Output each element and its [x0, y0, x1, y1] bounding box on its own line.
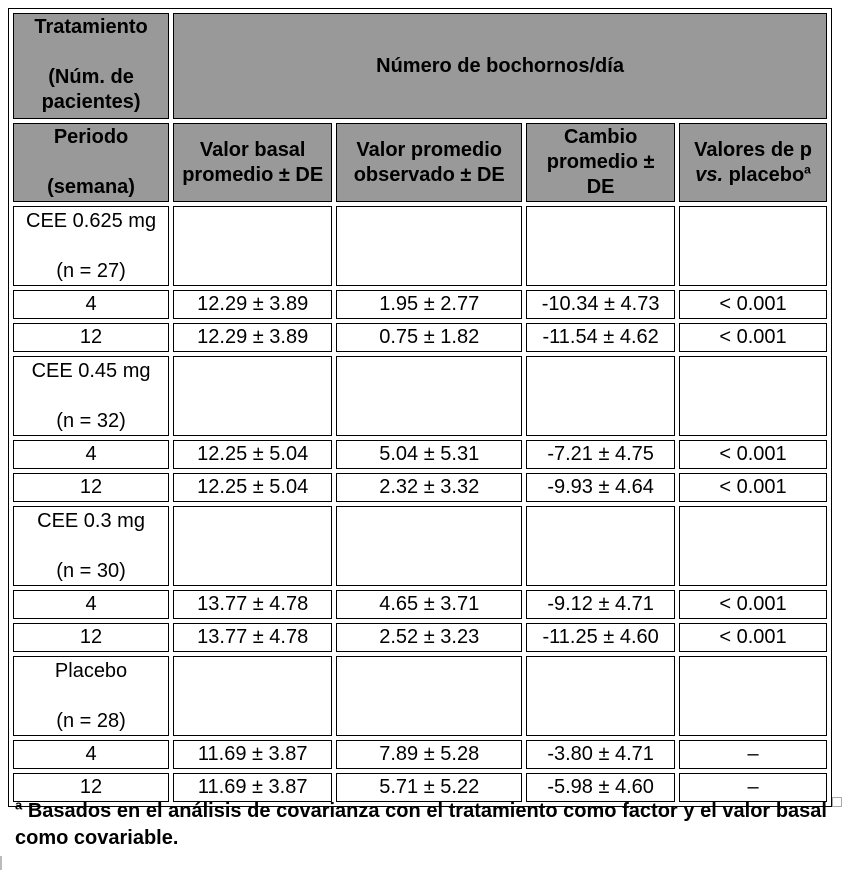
- period-cell: 4: [13, 590, 169, 619]
- period-cell: 4: [13, 290, 169, 319]
- table-row: [13, 623, 827, 652]
- change-cell: -11.25 ± 4.60: [526, 623, 675, 652]
- period-header-cell: [13, 123, 169, 202]
- group-patient-count: (n = 30): [56, 559, 126, 582]
- group-empty-cell: [526, 356, 675, 436]
- p-value-header-line-1: Valores de p: [694, 138, 812, 161]
- group-label-cell: [13, 356, 169, 436]
- group-empty-cell: [526, 656, 675, 736]
- baseline-cell: 12.29 ± 3.89: [173, 323, 332, 352]
- change-header-line-3: DE: [586, 176, 615, 198]
- period-cell: 12: [13, 773, 169, 802]
- baseline-cell: 12.25 ± 5.04: [173, 440, 332, 469]
- p-value-cell: < 0.001: [679, 323, 827, 352]
- change-cell: -5.98 ± 4.60: [526, 773, 675, 802]
- group-empty-cell: [526, 206, 675, 286]
- period-header-unit: (semana): [47, 176, 135, 198]
- table-row: [13, 290, 827, 319]
- observed-header-line-2: observado ± DE: [353, 163, 505, 186]
- group-name: Placebo: [54, 659, 128, 682]
- p-value-footnote-marker: a: [804, 161, 811, 176]
- group-empty-cell: [336, 206, 522, 286]
- results-table-container: [8, 8, 832, 807]
- table-row: [13, 473, 827, 502]
- change-cell: -3.80 ± 4.71: [526, 740, 675, 769]
- observed-cell: 7.89 ± 5.28: [336, 740, 522, 769]
- group-patient-count: (n = 28): [56, 709, 126, 732]
- p-value-header-vs: vs.: [695, 163, 724, 186]
- group-name: CEE 0.625 mg: [26, 209, 157, 232]
- treatment-header-subtitle-a: (Núm. de: [48, 66, 134, 88]
- period-cell: 4: [13, 440, 169, 469]
- footnote-text: Basados en el análisis de covarianza con el tratamiento como factor y el valor basal como covariable.: [15, 800, 827, 849]
- change-header-line-1: Cambio: [563, 126, 638, 148]
- group-empty-cell: [526, 506, 675, 586]
- group-empty-cell: [173, 356, 332, 436]
- baseline-cell: 11.69 ± 3.87: [173, 773, 332, 802]
- p-value-cell: < 0.001: [679, 590, 827, 619]
- observed-header-line-1: Valor promedio: [356, 138, 503, 161]
- p-value-cell: –: [679, 773, 827, 802]
- group-name: CEE 0.3 mg: [37, 509, 145, 532]
- observed-cell: 0.75 ± 1.82: [336, 323, 522, 352]
- layout-side-marker: [0, 856, 2, 870]
- observed-header-cell: [336, 123, 522, 202]
- group-empty-cell: [679, 506, 827, 586]
- change-cell: -7.21 ± 4.75: [526, 440, 675, 469]
- group-name: CEE 0.45 mg: [31, 359, 151, 382]
- p-value-cell: < 0.001: [679, 623, 827, 652]
- group-empty-cell: [173, 206, 332, 286]
- group-empty-cell: [336, 356, 522, 436]
- group-empty-cell: [679, 356, 827, 436]
- baseline-header-cell: [173, 123, 332, 202]
- table-row: [13, 590, 827, 619]
- p-value-header-cell: [679, 123, 827, 202]
- observed-cell: 5.04 ± 5.31: [336, 440, 522, 469]
- group-label-cell: [13, 656, 169, 736]
- group-empty-cell: [173, 656, 332, 736]
- baseline-header-line-1: Valor basal: [199, 138, 306, 161]
- observed-cell: 2.32 ± 3.32: [336, 473, 522, 502]
- change-header-line-2: promedio ±: [546, 151, 655, 173]
- p-value-cell: < 0.001: [679, 440, 827, 469]
- group-label-cell: [13, 206, 169, 286]
- group-row: [13, 206, 827, 286]
- period-header-title: Periodo: [53, 126, 129, 148]
- change-cell: -9.93 ± 4.64: [526, 473, 675, 502]
- observed-cell: 1.95 ± 2.77: [336, 290, 522, 319]
- hot-flush-count-title: Número de bochornos/día: [376, 54, 624, 77]
- baseline-cell: 12.25 ± 5.04: [173, 473, 332, 502]
- period-cell: 12: [13, 323, 169, 352]
- footnote-marker: a: [15, 797, 23, 813]
- p-value-cell: < 0.001: [679, 290, 827, 319]
- header-row-2: [13, 123, 827, 202]
- change-cell: -9.12 ± 4.71: [526, 590, 675, 619]
- baseline-cell: 12.29 ± 3.89: [173, 290, 332, 319]
- group-empty-cell: [173, 506, 332, 586]
- group-row: [13, 356, 827, 436]
- group-row: [13, 506, 827, 586]
- hot-flush-count-header: [173, 13, 827, 119]
- period-cell: 12: [13, 623, 169, 652]
- period-cell: 12: [13, 473, 169, 502]
- observed-cell: 5.71 ± 5.22: [336, 773, 522, 802]
- group-empty-cell: [336, 506, 522, 586]
- baseline-cell: 11.69 ± 3.87: [173, 740, 332, 769]
- header-row-1: [13, 13, 827, 119]
- change-cell: -10.34 ± 4.73: [526, 290, 675, 319]
- treatment-header-title: Tratamiento: [34, 16, 148, 38]
- group-patient-count: (n = 27): [56, 259, 126, 282]
- table-row: [13, 440, 827, 469]
- period-cell: 4: [13, 740, 169, 769]
- observed-cell: 2.52 ± 3.23: [336, 623, 522, 652]
- group-empty-cell: [679, 206, 827, 286]
- p-value-header-line-2: [682, 163, 824, 188]
- p-value-header-placebo: placebo: [723, 163, 805, 186]
- group-label-cell: [13, 506, 169, 586]
- table-footnote: [15, 798, 827, 852]
- group-empty-cell: [679, 656, 827, 736]
- hot-flush-results-table: [8, 8, 832, 807]
- table-row: [13, 740, 827, 769]
- group-row: [13, 656, 827, 736]
- layout-corner-marker: [832, 797, 842, 807]
- treatment-header-subtitle-b: pacientes): [41, 91, 141, 113]
- group-patient-count: (n = 32): [56, 409, 126, 432]
- table-row: [13, 323, 827, 352]
- observed-cell: 4.65 ± 3.71: [336, 590, 522, 619]
- baseline-header-line-2: promedio ± DE: [182, 163, 324, 186]
- change-header-cell: [526, 123, 675, 202]
- p-value-cell: –: [679, 740, 827, 769]
- p-value-cell: < 0.001: [679, 473, 827, 502]
- baseline-cell: 13.77 ± 4.78: [173, 590, 332, 619]
- baseline-cell: 13.77 ± 4.78: [173, 623, 332, 652]
- change-cell: -11.54 ± 4.62: [526, 323, 675, 352]
- treatment-header-cell: [13, 13, 169, 119]
- group-empty-cell: [336, 656, 522, 736]
